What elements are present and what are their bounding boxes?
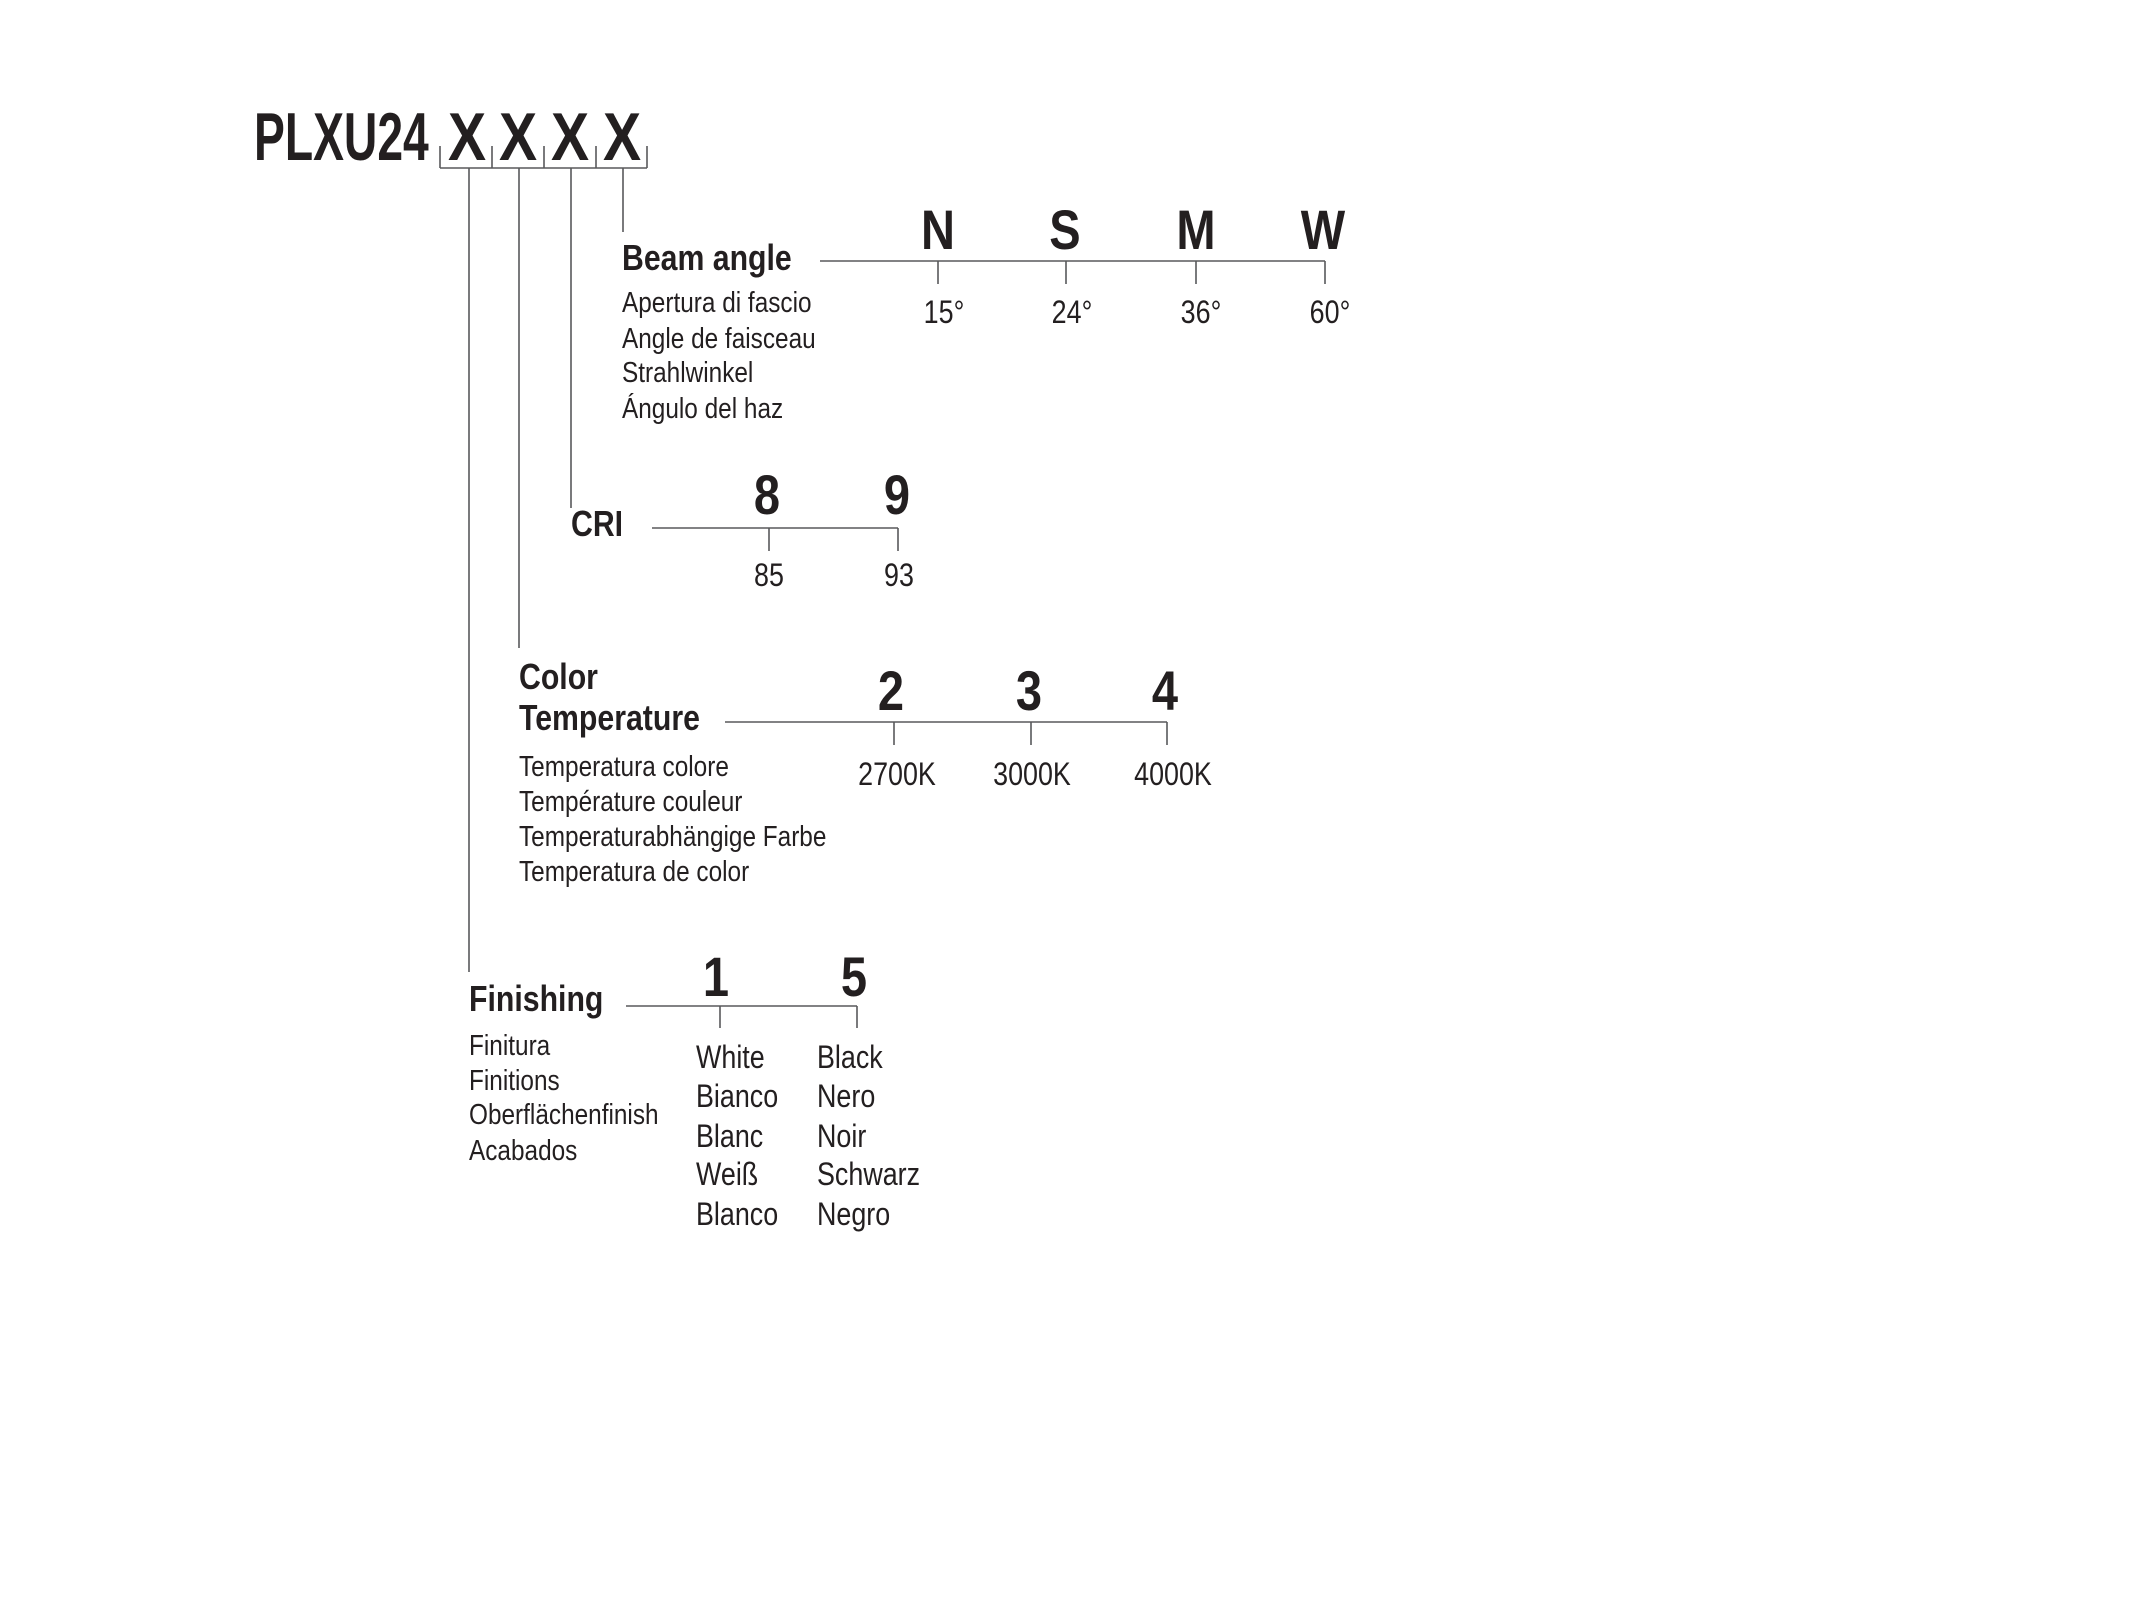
finish-black-name: Nero — [817, 1078, 876, 1114]
color-temperature-option-code: 3 — [1015, 659, 1043, 722]
color-temperature-label: Color — [519, 656, 598, 697]
finishing-translation: Acabados — [469, 1135, 578, 1167]
beam-angle-translation: Strahlwinkel — [622, 357, 754, 389]
cri-option-value: 93 — [884, 557, 914, 593]
beam-option-value: 24° — [1051, 294, 1093, 330]
code-prefix: PLXU24 — [254, 99, 429, 175]
color-temperature-translation: Temperatura de color — [519, 856, 750, 888]
color-temperature-option-value: 3000K — [993, 756, 1071, 792]
color-temperature-option-value: 4000K — [1134, 756, 1212, 792]
beam-option-code: S — [1049, 198, 1081, 261]
beam-option-code: W — [1300, 198, 1346, 261]
color-temperature-label: Temperature — [519, 697, 700, 738]
finish-white-name: Blanc — [696, 1118, 764, 1154]
cri-option-code: 8 — [753, 463, 781, 526]
finish-black-name: Negro — [817, 1196, 891, 1232]
color-temperature-translation: Temperaturabhängige Farbe — [519, 821, 827, 853]
beam-option-value: 60° — [1309, 294, 1351, 330]
beam-angle-label: Beam angle — [622, 237, 792, 278]
finish-white-name: Blanco — [696, 1196, 779, 1232]
code-placeholder-beam-angle: X — [602, 99, 642, 175]
finishing-option-code: 5 — [840, 945, 868, 1008]
finishing-translation: Finitions — [469, 1065, 560, 1097]
finish-black-name: Noir — [817, 1118, 867, 1154]
cri-option-code: 9 — [883, 463, 911, 526]
color-temperature-option-code: 4 — [1151, 659, 1179, 722]
color-temperature-option-value: 2700K — [858, 756, 936, 792]
color-temperature-option-code: 2 — [877, 659, 905, 722]
beam-angle-translation: Angle de faisceau — [622, 323, 816, 355]
beam-angle-translation: Ángulo del haz — [622, 393, 784, 425]
finishing-translation: Finitura — [469, 1030, 551, 1062]
beam-option-code: M — [1176, 198, 1216, 261]
beam-option-value: 36° — [1180, 294, 1222, 330]
finish-white-name: Bianco — [696, 1078, 779, 1114]
code-placeholder-color-temperature: X — [498, 99, 538, 175]
finishing-translation: Oberflächenfinish — [469, 1099, 659, 1131]
color-temperature-translation: Température couleur — [519, 786, 743, 818]
finishing-label: Finishing — [469, 978, 604, 1019]
finish-white-name: Weiß — [696, 1156, 759, 1192]
cri-option-value: 85 — [754, 557, 784, 593]
cri-label: CRI — [571, 503, 624, 544]
finish-white-name: White — [696, 1039, 765, 1075]
beam-option-code: N — [921, 198, 955, 261]
code-placeholder-finishing: X — [447, 99, 487, 175]
finishing-option-code: 1 — [702, 945, 730, 1008]
finish-black-name: Black — [817, 1039, 883, 1075]
color-temperature-translation: Temperatura colore — [519, 751, 729, 783]
beam-option-value: 15° — [923, 294, 965, 330]
beam-angle-translation: Apertura di fascio — [622, 287, 812, 319]
code-placeholder-cri: X — [550, 99, 590, 175]
finish-black-name: Schwarz — [817, 1156, 921, 1192]
